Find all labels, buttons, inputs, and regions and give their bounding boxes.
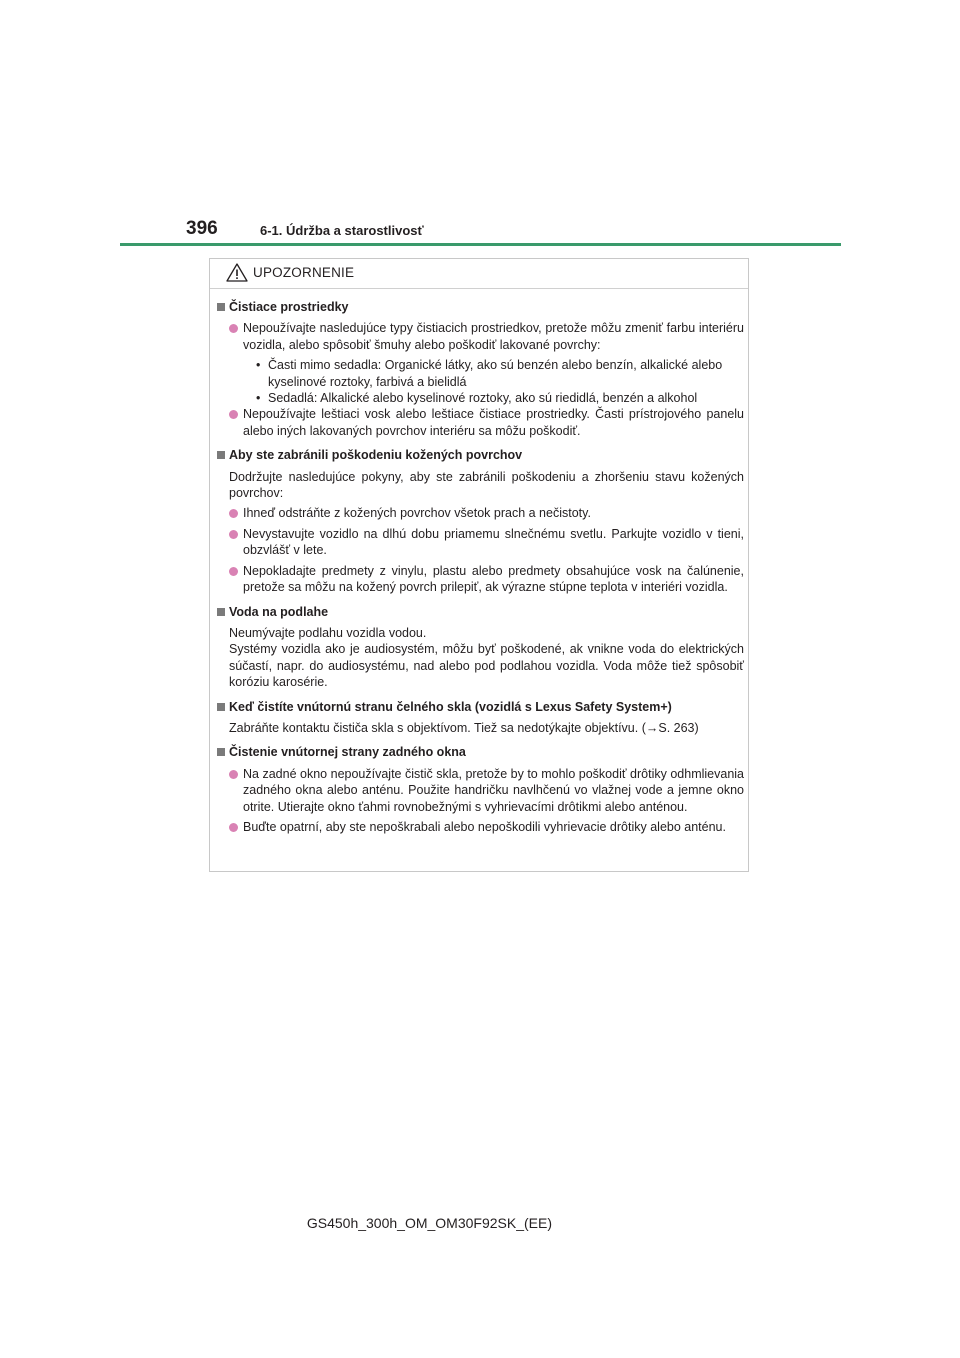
- paragraph: Dodržujte nasledujúce pokyny, aby ste zabránili poškodeniu a zhoršeniu stavu kožených povrchov:: [229, 469, 744, 501]
- bullet-dot-icon: [229, 530, 238, 539]
- square-bullet-icon: [217, 703, 225, 711]
- list-item: Buďte opatrní, aby ste nepoškrabali alebo nepoškodili vyhrievacie drôtiky alebo anténu.: [210, 819, 750, 835]
- square-bullet-icon: [217, 451, 225, 459]
- bullet-dot-icon: [229, 567, 238, 576]
- paragraph: Zabráňte kontaktu čističa skla s objektívom. Tiež sa nedotýkajte objektívu. (→S. 263): [229, 720, 699, 735]
- sub-list-item: • Sedadlá: Alkalické alebo kyselinové roztoky, ako sú riedidlá, benzén a alkohol: [256, 391, 698, 406]
- bullet-dot-icon: [229, 509, 238, 518]
- list-item: Ihneď odstráňte z kožených povrchov všetok prach a nečistoty.: [210, 505, 750, 521]
- warning-label: UPOZORNENIE: [253, 265, 355, 280]
- paragraph: Systémy vozidla ako je audiosystém, môžu byť poškodené, ak vnikne voda do elektrických súčastí, napr. do audiosystému, nad alebo pod podlahou vozidla. Voda môže tiež spôsobiť koróziu karosérie.: [229, 642, 744, 690]
- list-item: Nepokladajte predmety z vinylu, plastu alebo predmety obsahujúce vosk na čalúnenie, pretože sa môžu na kožený povrch prilepiť, ak výrazne stúpne teplota v interiéri vozidla.: [210, 563, 750, 596]
- sub-bullet-icon: •: [256, 391, 261, 406]
- sub-list-item: • Časti mimo sedadla: Organické látky, ako sú benzén alebo benzín, alkalické alebo kyselinové roztoky, farbivá a bielidlá: [256, 358, 723, 389]
- list-item: Nevystavujte vozidlo na dlhú dobu priamemu slnečnému svetlu. Parkujte vozidlo v tieni, obzvlášť v lete.: [210, 526, 750, 559]
- list-item: Nepoužívajte leštiaci vosk alebo leštiace čistiace prostriedky. Časti prístrojového panelu alebo iných lakovaných povrchov interiéru sa môžu poškodiť.: [210, 406, 750, 439]
- paragraph: Neumývajte podlahu vozidla vodou.: [229, 625, 427, 640]
- square-bullet-icon: [217, 748, 225, 756]
- bullet-dot-icon: [229, 324, 238, 333]
- bullet-dot-icon: [229, 770, 238, 779]
- warning-box: [209, 258, 749, 872]
- section-heading: Keď čistíte vnútornú stranu čelného skla (vozidlá s Lexus Safety System+): [210, 699, 750, 715]
- footer-code: GS450h_300h_OM_OM30F92SK_(EE): [306, 1215, 552, 1231]
- sub-bullet-icon: •: [256, 358, 261, 373]
- header-rule: [120, 243, 841, 246]
- warning-content: [210, 299, 750, 839]
- bullet-dot-icon: [229, 410, 238, 419]
- section-heading: Čistiace prostriedky: [210, 299, 750, 315]
- section-heading: Voda na podlahe: [210, 604, 750, 620]
- page-number: 396: [186, 218, 218, 239]
- warning-header: [210, 259, 748, 289]
- list-item: Na zadné okno nepoužívajte čistič skla, pretože by to mohlo poškodiť drôtiky odhmlievania zadného okna alebo anténu. Použite handričku navlhčenú vo vlažnej vode a jemne okno otrite. Utierajte okno ťahmi rovnobežnými s vyhrievacími drôtikmi alebo anténou.: [210, 766, 750, 815]
- list-item: Nepoužívajte nasledujúce typy čistiacich prostriedkov, pretože môžu zmeniť farbu interiéru vozidla, alebo spôsobiť šmuhy alebo poškodiť lakované povrchy:: [210, 320, 750, 353]
- section-heading: Čistenie vnútornej strany zadného okna: [210, 744, 750, 760]
- section-title: 6-1. Údržba a starostlivosť: [260, 223, 424, 238]
- square-bullet-icon: [217, 303, 225, 311]
- warning-triangle-icon: [226, 263, 248, 282]
- page-header: [120, 214, 841, 248]
- bullet-dot-icon: [229, 823, 238, 832]
- section-heading: Aby ste zabránili poškodeniu kožených povrchov: [210, 447, 750, 463]
- square-bullet-icon: [217, 608, 225, 616]
